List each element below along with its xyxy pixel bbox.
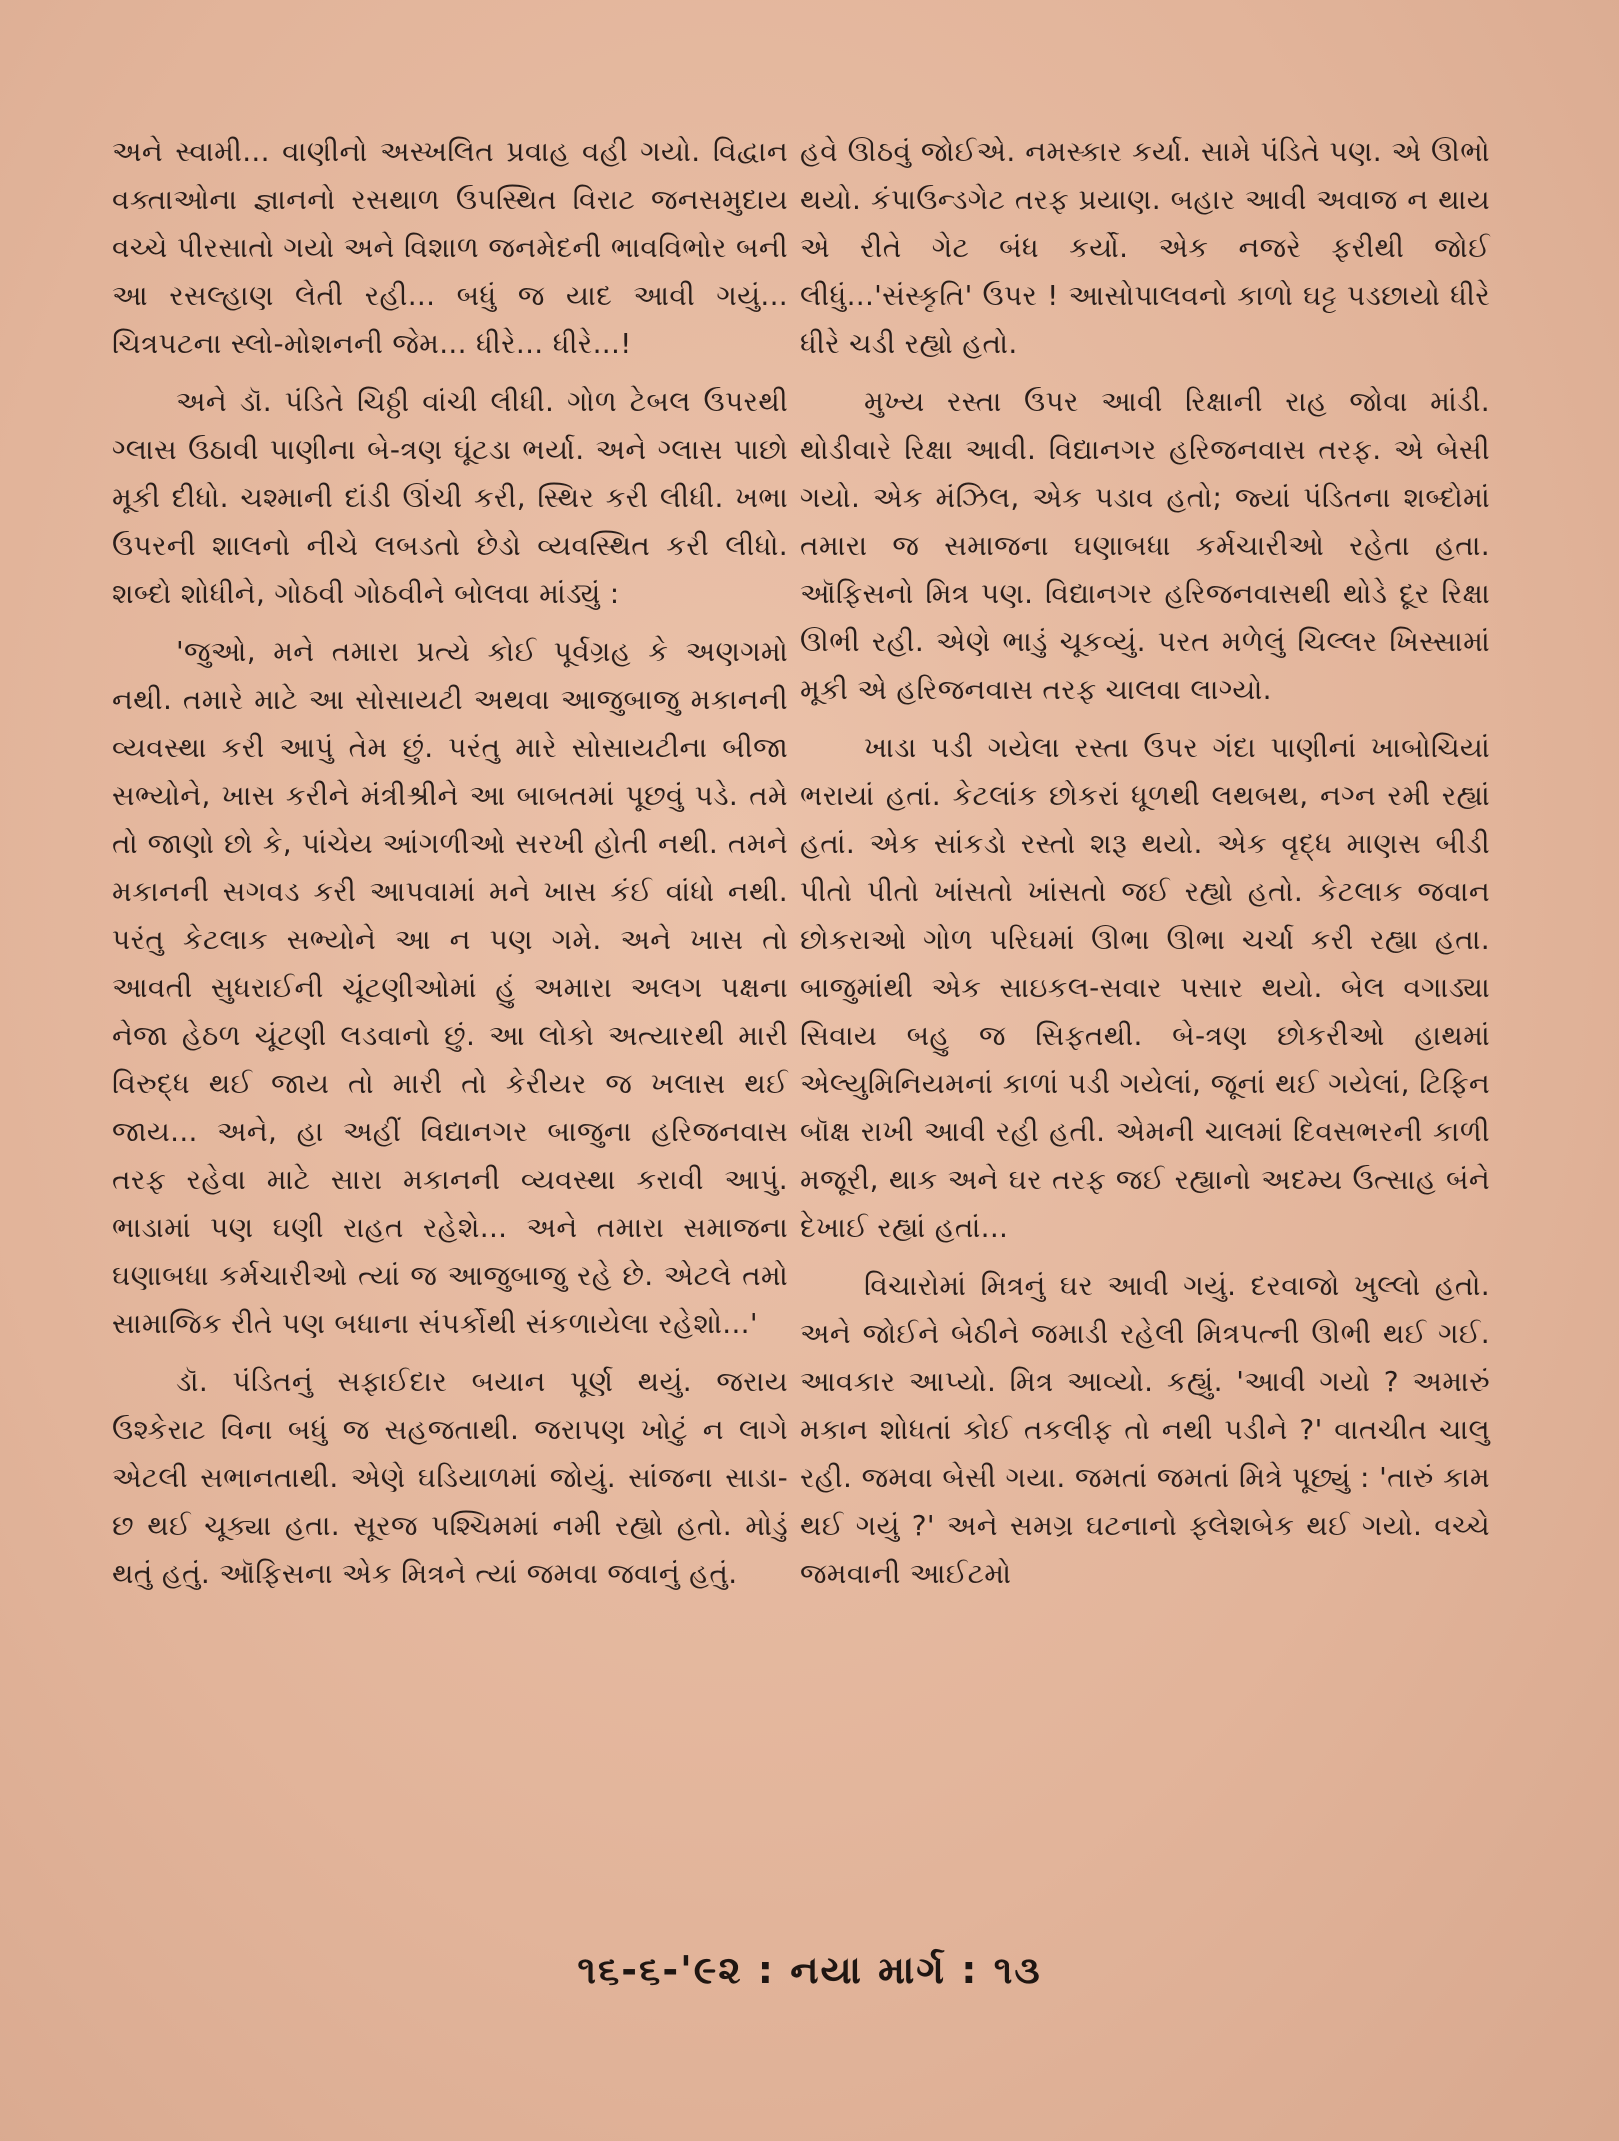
paragraph: ડૉ. પંડિતનું સફાઈદાર બયાન પૂર્ણ થયું. જરાય ઉશ્કેરાટ વિના બધું જ સહજતાથી. જરાપણ ખોટું ન લાગે એટલી સભાનતાથી. એણે ઘડિયાળમાં જોયું. સાંજના સાડા-છ થઈ ચૂક્યા હતા. સૂરજ પશ્ચિમમાં નમી રહ્યો હતો. મોડું થતું હતું. ઑફિસના એક મિત્રને ત્યાં જમવા જવાનું હતું. <box>112 1365 788 1590</box>
right-column <box>800 128 1490 1608</box>
paragraph: અને સ્વામી... વાણીનો અસ્ખલિત પ્રવાહ વહી ગયો. વિદ્વાન વક્તાઓના જ્ઞાનનો રસથાળ ઉપસ્થિત વિરાટ જનસમુદાય વચ્ચે પીરસાતો ગયો અને વિશાળ જનમેદની ભાવવિભોર બની આ રસલ્હાણ લેતી રહી... બધું જ યાદ આવી ગયું... ચિત્રપટના સ્લો-મોશનની જેમ... ધીરે... ધીરે...! <box>112 135 788 360</box>
paragraph: હવે ઊઠવું જોઈએ. નમસ્કાર કર્યા. સામે પંડિતે પણ. એ ઊભો થયો. કંપાઉન્ડગેટ તરફ પ્રયાણ. બહાર આવી અવાજ ન થાય એ રીતે ગેટ બંધ કર્યો. એક નજરે ફરીથી જોઈ લીધું...'સંસ્કૃતિ' ઉપર ! આસોપાલવનો કાળો ઘટ્ટ પડછાયો ધીરે ધીરે ચડી રહ્યો હતો. <box>800 135 1490 360</box>
paragraph: 'જુઓ, મને તમારા પ્રત્યે કોઈ પૂર્વગ્રહ કે અણગમો નથી. તમારે માટે આ સોસાયટી અથવા આજુબાજુ મકાનની વ્યવસ્થા કરી આપું તેમ છું. પરંતુ મારે સોસાયટીના બીજા સભ્યોને, ખાસ કરીને મંત્રીશ્રીને આ બાબતમાં પૂછવું પડે. તમે તો જાણો છો કે, પાંચેય આંગળીઓ સરખી હોતી નથી. તમને મકાનની સગવડ કરી આપવામાં મને ખાસ કંઈ વાંધો નથી. પરંતુ કેટલાક સભ્યોને આ ન પણ ગમે. અને ખાસ તો આવતી સુધરાઈની ચૂંટણીઓમાં હું અમારા અલગ પક્ષના નેજા હેઠળ ચૂંટણી લડવાનો છું. આ લોકો અત્યારથી મારી વિરુદ્ધ થઈ જાય તો મારી તો કેરીયર જ ખલાસ થઈ જાય... અને, હા અહીં વિદ્યાનગર બાજુના હરિજનવાસ તરફ રહેવા માટે સારા મકાનની વ્યવસ્થા કરાવી આપું. ભાડામાં પણ ઘણી રાહત રહેશે... અને તમારા સમાજના ઘણાબધા કર્મચારીઓ ત્યાં જ આજુબાજુ રહે છે. એટલે તમો સામાજિક રીતે પણ બધાના સંપર્કોથી સંકળાયેલા રહેશો...' <box>112 635 788 1340</box>
paragraph: વિચારોમાં મિત્રનું ઘર આવી ગયું. દરવાજો ખુલ્લો હતો. અને જોઈને બેઠીને જમાડી રહેલી મિત્રપત્ની ઊભી થઈ ગઈ. આવકાર આપ્યો. મિત્ર આવ્યો. કહ્યું. 'આવી ગયો ? અમારું મકાન શોધતાં કોઈ તકલીફ તો નથી પડીને ?' વાતચીત ચાલુ રહી. જમવા બેસી ગયા. જમતાં જમતાં મિત્રે પૂછ્યું : 'તારું કામ થઈ ગયું ?' અને સમગ્ર ઘટનાનો ફ્લેશબેક થઈ ગયો. વચ્ચે જમવાની આઈટમો <box>800 1269 1490 1590</box>
paragraph: અને ડૉ. પંડિતે ચિઠ્ઠી વાંચી લીધી. ગોળ ટેબલ ઉપરથી ગ્લાસ ઉઠાવી પાણીના બે-ત્રણ ઘૂંટડા ભર્યા. અને ગ્લાસ પાછો મૂકી દીધો. ચશ્માની દાંડી ઊંચી કરી, સ્થિર કરી લીધી. ખભા ઉપરની શાલનો નીચે લબડતો છેડો વ્યવસ્થિત કરી લીધો. શબ્દો શોધીને, ગોઠવી ગોઠવીને બોલવા માંડ્યું : <box>112 385 788 610</box>
paragraph: ખાડા પડી ગયેલા રસ્તા ઉપર ગંદા પાણીનાં ખાબોચિયાં ભરાયાં હતાં. કેટલાંક છોકરાં ધૂળથી લથબથ, નગ્ન રમી રહ્યાં હતાં. એક સાંકડો રસ્તો શરૂ થયો. એક વૃદ્ધ માણસ બીડી પીતો પીતો ખાંસતો ખાંસતો જઈ રહ્યો હતો. કેટલાક જવાન છોકરાઓ ગોળ પરિઘમાં ઊભા ઊભા ચર્ચા કરી રહ્યા હતા. બાજુમાંથી એક સાઇકલ-સવાર પસાર થયો. બેલ વગાડ્યા સિવાય બહુ જ સિફતથી. બે-ત્રણ છોકરીઓ હાથમાં એલ્યુમિનિયમનાં કાળાં પડી ગયેલાં, જૂનાં થઈ ગયેલાં, ટિફિન બૉક્ષ રાખી આવી રહી હતી. એમની ચાલમાં દિવસભરની કાળી મજૂરી, થાક અને ઘર તરફ જઈ રહ્યાનો અદમ્ય ઉત્સાહ બંને દેખાઈ રહ્યાં હતાં... <box>800 731 1490 1244</box>
paragraph: મુખ્ય રસ્તા ઉપર આવી રિક્ષાની રાહ જોવા માંડી. થોડીવારે રિક્ષા આવી. વિદ્યાનગર હરિજનવાસ તરફ. એ બેસી ગયો. એક મંઝિલ, એક પડાવ હતો; જ્યાં પંડિતના શબ્દોમાં તમારા જ સમાજના ઘણાબધા કર્મચારીઓ રહેતા હતા. ઑફિસનો મિત્ર પણ. વિદ્યાનગર હરિજનવાસથી થોડે દૂર રિક્ષા ઊભી રહી. એણે ભાડું ચૂકવ્યું. પરત મળેલું ચિલ્લર ખિસ્સામાં મૂકી એ હરિજનવાસ તરફ ચાલવા લાગ્યો. <box>800 385 1490 706</box>
page-footer: ૧૬-૬-'૯૨ : નયા માર્ગ : ૧૩ <box>577 1948 1042 1992</box>
left-column <box>112 128 788 1608</box>
